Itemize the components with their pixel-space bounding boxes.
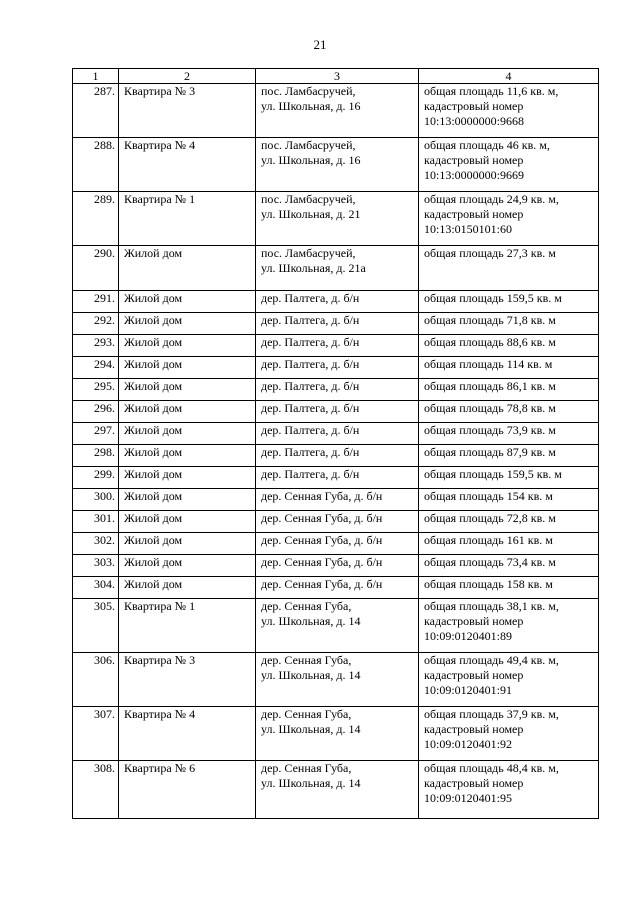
property-details [419, 313, 599, 335]
row-number: 307. [73, 707, 119, 761]
row-number: 287. [73, 84, 119, 138]
property-name: Жилой дом [119, 357, 256, 379]
address-line: дер. Палтега, д. б/н [261, 467, 360, 481]
property-details [419, 555, 599, 577]
address-line: ул. Школьная, д. 16 [261, 153, 361, 167]
property-address [256, 445, 419, 467]
property-address [256, 467, 419, 489]
table-row [73, 707, 599, 761]
address-line: ул. Школьная, д. 14 [261, 668, 361, 682]
details-line: общая площадь 48,4 кв. м, [424, 761, 559, 775]
page-number: 21 [313, 37, 327, 52]
property-name: Квартира № 1 [119, 192, 256, 246]
property-details [419, 761, 599, 819]
details-line: общая площадь 24,9 кв. м, [424, 192, 559, 206]
property-address [256, 357, 419, 379]
row-number: 295. [73, 379, 119, 401]
details-line: кадастровый номер [424, 153, 524, 167]
details-line: кадастровый номер [424, 668, 524, 682]
property-details [419, 335, 599, 357]
property-address [256, 511, 419, 533]
property-address [256, 192, 419, 246]
table-row [73, 192, 599, 246]
property-name: Жилой дом [119, 379, 256, 401]
property-name: Квартира № 3 [119, 84, 256, 138]
property-address [256, 84, 419, 138]
address-line: ул. Школьная, д. 14 [261, 722, 361, 736]
details-line: кадастровый номер [424, 614, 524, 628]
property-details [419, 138, 599, 192]
property-details [419, 84, 599, 138]
table-row [73, 577, 599, 599]
details-line: 10:09:0120401:89 [424, 629, 513, 643]
address-line: ул. Школьная, д. 21а [261, 261, 366, 275]
property-name: Жилой дом [119, 489, 256, 511]
row-number: 293. [73, 335, 119, 357]
address-line: пос. Ламбасручей, [261, 138, 356, 152]
property-details [419, 192, 599, 246]
property-details [419, 653, 599, 707]
details-line: 10:09:0120401:95 [424, 791, 513, 805]
row-number: 303. [73, 555, 119, 577]
details-line: общая площадь 38,1 кв. м, [424, 599, 559, 613]
column-header-2: 2 [119, 69, 256, 84]
details-line: 10:13:0150101:60 [424, 222, 513, 236]
table-row [73, 246, 599, 291]
property-name: Жилой дом [119, 467, 256, 489]
table-row [73, 379, 599, 401]
table-row [73, 423, 599, 445]
address-line: дер. Палтега, д. б/н [261, 357, 360, 371]
details-line: общая площадь 11,6 кв. м, [424, 84, 559, 98]
details-line: общая площадь 73,9 кв. м [424, 423, 556, 437]
property-address [256, 653, 419, 707]
address-line: дер. Сенная Губа, [261, 653, 352, 667]
row-number: 298. [73, 445, 119, 467]
property-name: Квартира № 4 [119, 707, 256, 761]
address-line: ул. Школьная, д. 21 [261, 207, 361, 221]
row-number: 302. [73, 533, 119, 555]
address-line: дер. Сенная Губа, д. б/н [261, 555, 383, 569]
address-line: дер. Палтега, д. б/н [261, 379, 360, 393]
property-details [419, 445, 599, 467]
property-details [419, 599, 599, 653]
details-line: общая площадь 159,5 кв. м [424, 291, 562, 305]
property-name: Квартира № 3 [119, 653, 256, 707]
property-name: Квартира № 4 [119, 138, 256, 192]
details-line: общая площадь 73,4 кв. м [424, 555, 556, 569]
details-line: кадастровый номер [424, 722, 524, 736]
row-number: 300. [73, 489, 119, 511]
row-number: 294. [73, 357, 119, 379]
details-line: общая площадь 87,9 кв. м [424, 445, 556, 459]
property-details [419, 246, 599, 291]
table-row [73, 138, 599, 192]
column-header-3: 3 [256, 69, 419, 84]
address-line: дер. Палтега, д. б/н [261, 335, 360, 349]
table-body [73, 84, 599, 819]
property-details [419, 291, 599, 313]
property-name: Жилой дом [119, 401, 256, 423]
details-line: кадастровый номер [424, 776, 524, 790]
property-address [256, 533, 419, 555]
row-number: 308. [73, 761, 119, 819]
property-name: Жилой дом [119, 291, 256, 313]
table-row [73, 357, 599, 379]
table-row [73, 533, 599, 555]
row-number: 288. [73, 138, 119, 192]
details-line: общая площадь 71,8 кв. м [424, 313, 556, 327]
table-row [73, 313, 599, 335]
property-address [256, 423, 419, 445]
address-line: дер. Палтега, д. б/н [261, 445, 360, 459]
property-address [256, 246, 419, 291]
property-address [256, 291, 419, 313]
table-row [73, 291, 599, 313]
property-name: Жилой дом [119, 423, 256, 445]
property-address [256, 379, 419, 401]
property-name: Жилой дом [119, 335, 256, 357]
row-number: 297. [73, 423, 119, 445]
property-table [72, 68, 599, 819]
property-details [419, 533, 599, 555]
address-line: дер. Палтега, д. б/н [261, 291, 360, 305]
details-line: кадастровый номер [424, 99, 524, 113]
address-line: дер. Палтега, д. б/н [261, 423, 360, 437]
table-row [73, 489, 599, 511]
address-line: дер. Сенная Губа, [261, 599, 352, 613]
details-line: общая площадь 86,1 кв. м [424, 379, 556, 393]
address-line: пос. Ламбасручей, [261, 192, 356, 206]
table-row [73, 445, 599, 467]
details-line: общая площадь 37,9 кв. м, [424, 707, 559, 721]
row-number: 305. [73, 599, 119, 653]
column-header-4: 4 [419, 69, 599, 84]
property-details [419, 489, 599, 511]
details-line: 10:09:0120401:92 [424, 737, 513, 751]
address-line: пос. Ламбасручей, [261, 246, 356, 260]
details-line: общая площадь 114 кв. м [424, 357, 553, 371]
property-details [419, 401, 599, 423]
property-name: Жилой дом [119, 511, 256, 533]
property-address [256, 313, 419, 335]
table-row [73, 555, 599, 577]
details-line: кадастровый номер [424, 207, 524, 221]
row-number: 289. [73, 192, 119, 246]
property-details [419, 357, 599, 379]
property-address [256, 577, 419, 599]
table-row [73, 84, 599, 138]
details-line: общая площадь 154 кв. м [424, 489, 553, 503]
details-line: 10:09:0120401:91 [424, 683, 513, 697]
property-address [256, 599, 419, 653]
address-line: дер. Сенная Губа, д. б/н [261, 511, 383, 525]
details-line: общая площадь 88,6 кв. м [424, 335, 556, 349]
property-name: Жилой дом [119, 533, 256, 555]
property-address [256, 401, 419, 423]
property-address [256, 489, 419, 511]
table-row [73, 761, 599, 819]
row-number: 291. [73, 291, 119, 313]
table-row [73, 467, 599, 489]
details-line: 10:13:0000000:9668 [424, 114, 525, 128]
address-line: дер. Палтега, д. б/н [261, 401, 360, 415]
property-details [419, 511, 599, 533]
address-line: дер. Сенная Губа, [261, 707, 352, 721]
row-number: 304. [73, 577, 119, 599]
property-name: Жилой дом [119, 246, 256, 291]
property-name: Жилой дом [119, 445, 256, 467]
row-number: 296. [73, 401, 119, 423]
address-line: ул. Школьная, д. 14 [261, 776, 361, 790]
header-row [73, 69, 599, 84]
address-line: ул. Школьная, д. 14 [261, 614, 361, 628]
details-line: общая площадь 49,4 кв. м, [424, 653, 559, 667]
address-line: дер. Сенная Губа, [261, 761, 352, 775]
row-number: 292. [73, 313, 119, 335]
table-row [73, 511, 599, 533]
property-address [256, 707, 419, 761]
address-line: дер. Сенная Губа, д. б/н [261, 577, 383, 591]
property-address [256, 555, 419, 577]
address-line: дер. Палтега, д. б/н [261, 313, 360, 327]
property-details [419, 467, 599, 489]
details-line: общая площадь 72,8 кв. м [424, 511, 556, 525]
address-line: пос. Ламбасручей, [261, 84, 356, 98]
row-number: 299. [73, 467, 119, 489]
details-line: общая площадь 78,8 кв. м [424, 401, 556, 415]
column-header-1: 1 [73, 69, 119, 84]
property-address [256, 138, 419, 192]
details-line: общая площадь 46 кв. м, [424, 138, 550, 152]
details-line: общая площадь 158 кв. м [424, 577, 553, 591]
property-details [419, 577, 599, 599]
table-row [73, 653, 599, 707]
address-line: ул. Школьная, д. 16 [261, 99, 361, 113]
property-address [256, 335, 419, 357]
property-name: Жилой дом [119, 555, 256, 577]
details-line: 10:13:0000000:9669 [424, 168, 525, 182]
row-number: 301. [73, 511, 119, 533]
property-address [256, 761, 419, 819]
property-name: Жилой дом [119, 577, 256, 599]
details-line: общая площадь 161 кв. м [424, 533, 553, 547]
property-details [419, 423, 599, 445]
details-line: общая площадь 159,5 кв. м [424, 467, 562, 481]
property-details [419, 379, 599, 401]
property-details [419, 707, 599, 761]
table-row [73, 599, 599, 653]
table-row [73, 335, 599, 357]
details-line: общая площадь 27,3 кв. м [424, 246, 556, 260]
row-number: 290. [73, 246, 119, 291]
property-name: Квартира № 1 [119, 599, 256, 653]
row-number: 306. [73, 653, 119, 707]
property-name: Жилой дом [119, 313, 256, 335]
table-row [73, 401, 599, 423]
property-name: Квартира № 6 [119, 761, 256, 819]
address-line: дер. Сенная Губа, д. б/н [261, 533, 383, 547]
address-line: дер. Сенная Губа, д. б/н [261, 489, 383, 503]
